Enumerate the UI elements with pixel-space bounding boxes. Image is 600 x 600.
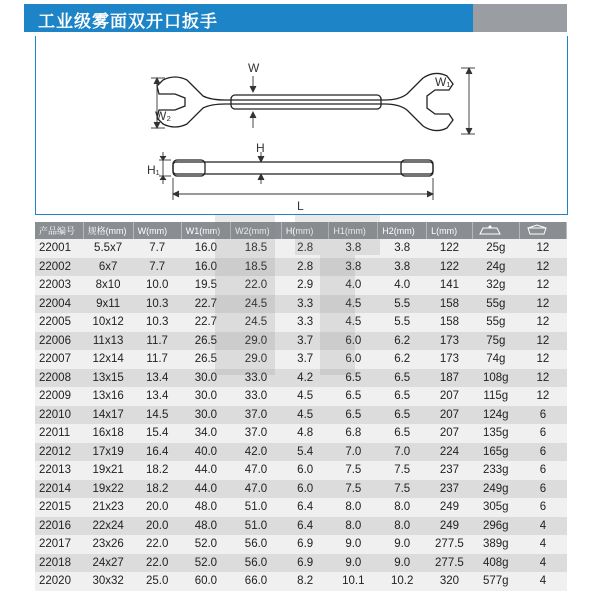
table-cell: 16.0 — [181, 258, 230, 277]
table-cell: 389g — [472, 535, 519, 554]
table-cell: 22008 — [35, 369, 83, 388]
table-cell: 6.5 — [329, 406, 378, 425]
table-cell: 237 — [427, 480, 473, 499]
table-cell: 6.0 — [329, 332, 378, 351]
table-cell: 16.4 — [133, 443, 181, 462]
table-cell: 22010 — [35, 406, 83, 425]
table-cell: 6.9 — [281, 554, 329, 573]
h1-dimension — [159, 152, 171, 184]
table-cell: 6.5 — [378, 424, 427, 443]
table-cell: 10.3 — [133, 295, 181, 314]
table-cell: 52.0 — [181, 554, 230, 573]
table-cell: 22014 — [35, 480, 83, 499]
table-row — [35, 387, 567, 406]
table-cell: 13.4 — [133, 387, 181, 406]
table-cell: 5.5x7 — [83, 239, 133, 258]
label-w1: W₁ — [435, 75, 451, 89]
table-cell: 320 — [427, 572, 473, 591]
table-cell: 13x16 — [83, 387, 133, 406]
table-cell: 55g — [472, 313, 519, 332]
table-cell: 158 — [427, 313, 473, 332]
table-cell: 40.0 — [181, 443, 230, 462]
table-cell: 22.7 — [181, 313, 230, 332]
table-cell: 9x11 — [83, 295, 133, 314]
table-cell: 305g — [472, 498, 519, 517]
table-cell: 25.0 — [133, 572, 181, 591]
label-w: W — [248, 61, 260, 75]
table-cell: 21x23 — [83, 498, 133, 517]
table-row — [35, 572, 567, 591]
table-cell: 8.0 — [329, 517, 378, 536]
table-cell: 74g — [472, 350, 519, 369]
table-cell: 22.7 — [181, 295, 230, 314]
header-cell: H(mm) — [281, 222, 329, 239]
table-row — [35, 258, 567, 277]
table-cell: 3.7 — [281, 332, 329, 351]
table-row — [35, 461, 567, 480]
title-bar — [24, 4, 567, 32]
table-cell: 22.0 — [133, 535, 181, 554]
table-cell: 9.0 — [378, 535, 427, 554]
table-cell: 165g — [472, 443, 519, 462]
table-cell: 47.0 — [231, 461, 282, 480]
table-cell: 249 — [427, 498, 473, 517]
table-cell: 18.2 — [133, 480, 181, 499]
table-cell: 237 — [427, 461, 473, 480]
table-cell: 30.0 — [181, 406, 230, 425]
wrench-diagram — [35, 38, 565, 214]
table-cell: 124g — [472, 406, 519, 425]
table-cell: 30.0 — [181, 387, 230, 406]
table-row — [35, 443, 567, 462]
table-cell: 51.0 — [231, 517, 282, 536]
table-cell: 249 — [427, 517, 473, 536]
table-row — [35, 498, 567, 517]
table-cell: 20.0 — [133, 498, 181, 517]
table-cell: 4.5 — [281, 406, 329, 425]
table-row — [35, 276, 567, 295]
table-cell: 6.5 — [329, 369, 378, 388]
table-cell: 44.0 — [181, 461, 230, 480]
table-cell: 16x18 — [83, 424, 133, 443]
header-cell: H1(mm) — [329, 222, 378, 239]
table-cell: 8.2 — [281, 572, 329, 591]
table-cell: 8x10 — [83, 276, 133, 295]
table-cell: 141 — [427, 276, 473, 295]
table-cell: 10.1 — [329, 572, 378, 591]
table-cell: 207 — [427, 424, 473, 443]
table-cell: 19x22 — [83, 480, 133, 499]
table-cell: 3.8 — [329, 239, 378, 258]
table-cell: 48.0 — [181, 498, 230, 517]
table-cell: 15.4 — [133, 424, 181, 443]
table-cell: 47.0 — [231, 480, 282, 499]
table-cell: 30.0 — [181, 369, 230, 388]
table-cell: 56.0 — [231, 554, 282, 573]
table-row — [35, 424, 567, 443]
table-cell: 8.0 — [378, 498, 427, 517]
table-cell: 6 — [519, 406, 566, 425]
table-cell: 52.0 — [181, 535, 230, 554]
table-cell: 75g — [472, 332, 519, 351]
table-cell: 22016 — [35, 517, 83, 536]
table-cell: 9.0 — [329, 554, 378, 573]
table-cell: 22005 — [35, 313, 83, 332]
table-cell: 13.4 — [133, 369, 181, 388]
table-row — [35, 313, 567, 332]
table-cell: 51.0 — [231, 498, 282, 517]
table-cell: 207 — [427, 406, 473, 425]
w1-dimension — [461, 68, 475, 134]
table-cell: 22011 — [35, 424, 83, 443]
table-cell: 5.5 — [378, 313, 427, 332]
table-cell: 4 — [519, 535, 566, 554]
table-cell: 37.0 — [231, 424, 282, 443]
table-cell: 115g — [472, 387, 519, 406]
table-cell: 7.0 — [329, 443, 378, 462]
table-cell: 10x12 — [83, 313, 133, 332]
table-cell: 6.4 — [281, 517, 329, 536]
table-cell: 22.0 — [133, 554, 181, 573]
table-cell: 12 — [519, 350, 566, 369]
table-cell: 7.7 — [133, 258, 181, 277]
table-cell: 3.7 — [281, 350, 329, 369]
table-cell: 22.0 — [231, 276, 282, 295]
label-l: L — [297, 199, 304, 213]
table-cell: 6.8 — [329, 424, 378, 443]
label-h1: H₁ — [147, 163, 160, 177]
table-cell: 22009 — [35, 387, 83, 406]
table-cell: 12x14 — [83, 350, 133, 369]
table-cell: 173 — [427, 350, 473, 369]
wrench-top-view — [157, 73, 453, 130]
table-row — [35, 350, 567, 369]
table-cell: 10.3 — [133, 313, 181, 332]
h-dimension — [258, 152, 264, 184]
table-cell: 4 — [519, 572, 566, 591]
table-cell: 277.5 — [427, 535, 473, 554]
table-cell: 48.0 — [181, 517, 230, 536]
table-cell: 18.2 — [133, 461, 181, 480]
table-cell: 4.0 — [329, 276, 378, 295]
table-cell: 22018 — [35, 554, 83, 573]
table-cell: 6 — [519, 461, 566, 480]
table-cell: 17x19 — [83, 443, 133, 462]
table-cell: 55g — [472, 295, 519, 314]
table-cell: 12 — [519, 369, 566, 388]
table-cell: 14x17 — [83, 406, 133, 425]
table-cell: 6 — [519, 443, 566, 462]
table-cell: 3.8 — [329, 258, 378, 277]
table-row — [35, 535, 567, 554]
table-cell: 6x7 — [83, 258, 133, 277]
table-cell: 6.5 — [378, 369, 427, 388]
table-row — [35, 406, 567, 425]
table-cell: 12 — [519, 276, 566, 295]
table-cell: 25g — [472, 239, 519, 258]
table-row — [35, 369, 567, 388]
table-cell: 22001 — [35, 239, 83, 258]
table-cell: 9.0 — [378, 554, 427, 573]
header-cell: 产品编号 — [35, 222, 83, 239]
table-cell: 33.0 — [231, 387, 282, 406]
label-h: H — [256, 141, 265, 155]
table-cell: 6 — [519, 424, 566, 443]
table-cell: 19.5 — [181, 276, 230, 295]
table-cell: 4.8 — [281, 424, 329, 443]
table-cell: 42.0 — [231, 443, 282, 462]
table-cell: 4.0 — [378, 276, 427, 295]
table-cell: 4.5 — [329, 313, 378, 332]
table-cell: 6 — [519, 480, 566, 499]
header-cell: L(mm) — [427, 222, 473, 239]
table-body — [35, 239, 567, 591]
table-cell: 9.0 — [329, 535, 378, 554]
table-cell: 4.5 — [281, 387, 329, 406]
w-dimension — [250, 76, 256, 128]
table-cell: 6.2 — [378, 350, 427, 369]
table-cell: 224 — [427, 443, 473, 462]
table-cell: 8.0 — [329, 498, 378, 517]
table-cell: 7.5 — [329, 461, 378, 480]
table-row — [35, 332, 567, 351]
table-cell: 6.0 — [329, 350, 378, 369]
table-cell: 30x32 — [83, 572, 133, 591]
header-cell: W1(mm) — [181, 222, 230, 239]
table-cell: 7.5 — [378, 461, 427, 480]
table-cell: 11x13 — [83, 332, 133, 351]
table-row — [35, 554, 567, 573]
l-dimension — [173, 178, 433, 200]
table-cell: 122 — [427, 239, 473, 258]
table-cell: 4.2 — [281, 369, 329, 388]
table-cell: 23x26 — [83, 535, 133, 554]
header-weight-icon — [472, 222, 519, 239]
table-cell: 34.0 — [181, 424, 230, 443]
table-cell: 60.0 — [181, 572, 230, 591]
table-cell: 6.0 — [281, 461, 329, 480]
table-cell: 233g — [472, 461, 519, 480]
table-cell: 22006 — [35, 332, 83, 351]
table-cell: 12 — [519, 295, 566, 314]
table-cell: 22012 — [35, 443, 83, 462]
table-cell: 135g — [472, 424, 519, 443]
table-cell: 2.8 — [281, 239, 329, 258]
table-cell: 7.5 — [329, 480, 378, 499]
table-cell: 22002 — [35, 258, 83, 277]
page-title: 工业级雾面双开口扳手 — [38, 12, 218, 32]
table-cell: 37.0 — [231, 406, 282, 425]
table-cell: 22013 — [35, 461, 83, 480]
table-cell: 122 — [427, 258, 473, 277]
table-cell: 4.5 — [329, 295, 378, 314]
table-row — [35, 480, 567, 499]
table-cell: 12 — [519, 387, 566, 406]
table-row — [35, 295, 567, 314]
table-cell: 249g — [472, 480, 519, 499]
table-cell: 6.5 — [378, 387, 427, 406]
table-cell: 6 — [519, 498, 566, 517]
table-cell: 12 — [519, 258, 566, 277]
table-cell: 18.5 — [231, 258, 282, 277]
table-cell: 22x24 — [83, 517, 133, 536]
table-cell: 4 — [519, 554, 566, 573]
table-cell: 207 — [427, 387, 473, 406]
header-cell: H2(mm) — [378, 222, 427, 239]
table-cell: 10.0 — [133, 276, 181, 295]
table-cell: 24.5 — [231, 313, 282, 332]
table-cell: 3.8 — [378, 258, 427, 277]
header-cell: W2(mm) — [231, 222, 282, 239]
table-cell: 3.3 — [281, 313, 329, 332]
table-cell: 22017 — [35, 535, 83, 554]
table-cell: 24x27 — [83, 554, 133, 573]
table-cell: 19x21 — [83, 461, 133, 480]
table-row — [35, 239, 567, 258]
table-cell: 20.0 — [133, 517, 181, 536]
table-cell: 4 — [519, 517, 566, 536]
header-cell: W(mm) — [133, 222, 181, 239]
table-cell: 6.4 — [281, 498, 329, 517]
table-cell: 7.0 — [378, 443, 427, 462]
table-cell: 11.7 — [133, 350, 181, 369]
table-cell: 66.0 — [231, 572, 282, 591]
table-cell: 13x15 — [83, 369, 133, 388]
table-cell: 3.8 — [378, 239, 427, 258]
table-cell: 3.3 — [281, 295, 329, 314]
label-w2: W₂ — [155, 109, 171, 123]
table-cell: 5.5 — [378, 295, 427, 314]
table-cell: 12 — [519, 313, 566, 332]
table-cell: 24.5 — [231, 295, 282, 314]
table-cell: 8.0 — [378, 517, 427, 536]
table-cell: 108g — [472, 369, 519, 388]
table-cell: 22015 — [35, 498, 83, 517]
wrench-side-view — [173, 160, 433, 176]
table-cell: 29.0 — [231, 332, 282, 351]
table-cell: 5.4 — [281, 443, 329, 462]
title-bar-gray-tab — [473, 4, 567, 32]
table-cell: 44.0 — [181, 480, 230, 499]
table-cell: 158 — [427, 295, 473, 314]
table-cell: 26.5 — [181, 332, 230, 351]
table-cell: 11.7 — [133, 332, 181, 351]
table-cell: 6.9 — [281, 535, 329, 554]
table-cell: 22004 — [35, 295, 83, 314]
table-cell: 24g — [472, 258, 519, 277]
table-cell: 33.0 — [231, 369, 282, 388]
table-cell: 173 — [427, 332, 473, 351]
table-header-row — [35, 222, 567, 239]
table-cell: 10.2 — [378, 572, 427, 591]
table-cell: 12 — [519, 332, 566, 351]
table-cell: 7.7 — [133, 239, 181, 258]
table-cell: 408g — [472, 554, 519, 573]
table-cell: 18.5 — [231, 239, 282, 258]
table-cell: 22003 — [35, 276, 83, 295]
table-cell: 7.5 — [378, 480, 427, 499]
spec-table — [35, 222, 567, 591]
table-cell: 22007 — [35, 350, 83, 369]
table-cell: 56.0 — [231, 535, 282, 554]
table-cell: 29.0 — [231, 350, 282, 369]
table-cell: 296g — [472, 517, 519, 536]
table-cell: 2.9 — [281, 276, 329, 295]
table-cell: 22020 — [35, 572, 83, 591]
table-cell: 6.2 — [378, 332, 427, 351]
table-cell: 14.5 — [133, 406, 181, 425]
table-cell: 187 — [427, 369, 473, 388]
table-cell: 277.5 — [427, 554, 473, 573]
table-cell: 12 — [519, 239, 566, 258]
table-cell: 26.5 — [181, 350, 230, 369]
table-cell: 2.8 — [281, 258, 329, 277]
table-cell: 577g — [472, 572, 519, 591]
header-box-icon — [519, 222, 566, 239]
table-cell: 6.5 — [378, 406, 427, 425]
table-cell: 6.0 — [281, 480, 329, 499]
header-cell: 规格(mm) — [83, 222, 133, 239]
table-cell: 6.5 — [329, 387, 378, 406]
table-row — [35, 517, 567, 536]
table-cell: 16.0 — [181, 239, 230, 258]
table-cell: 32g — [472, 276, 519, 295]
